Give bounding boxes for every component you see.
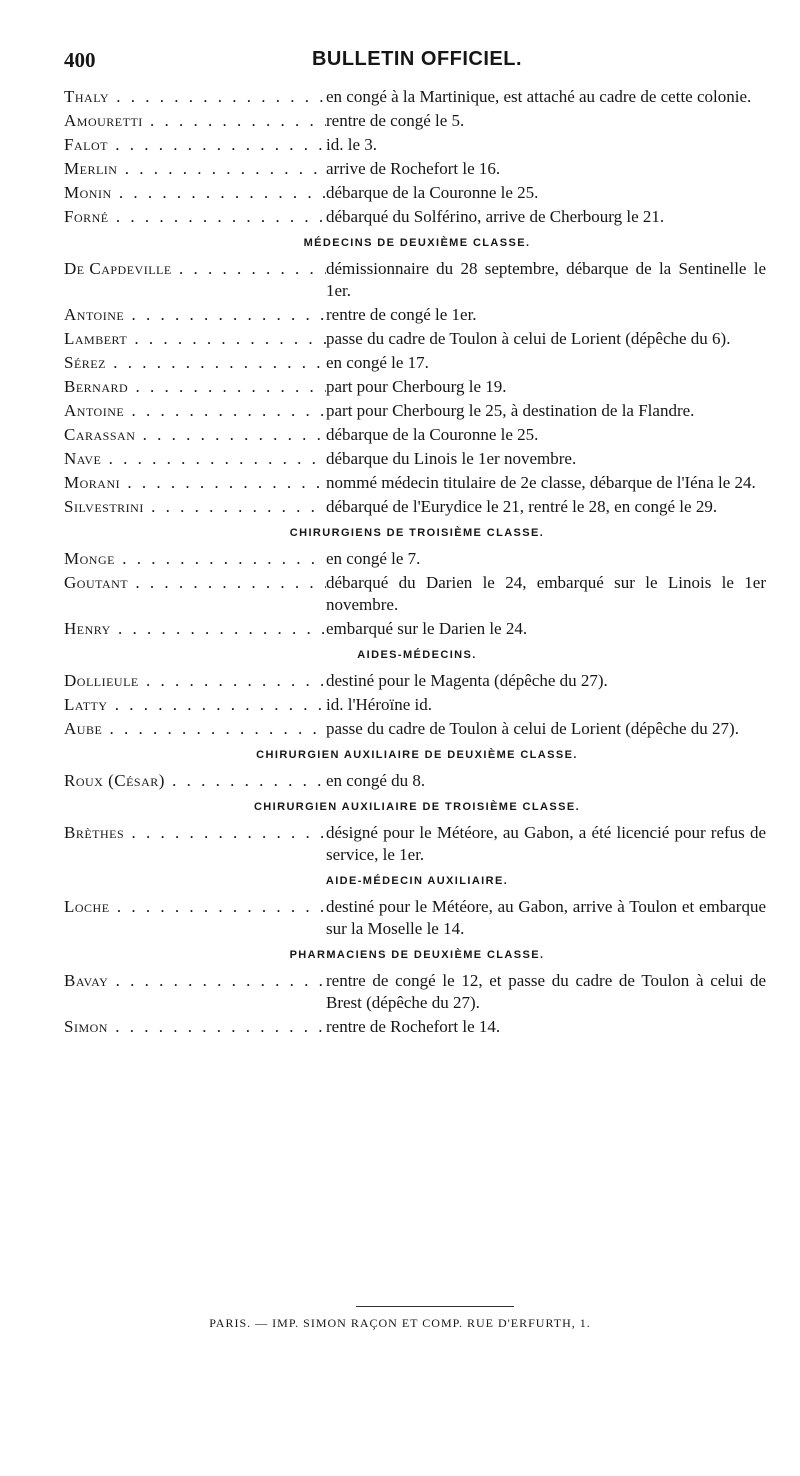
- entry-description: en congé à la Martinique, est attaché au cadre de cette colonie.: [326, 87, 752, 106]
- entry-name: Merlin . . .: [64, 158, 326, 180]
- personnel-entry: [64, 258, 770, 302]
- entry-name: Roux (César) . . .: [64, 770, 326, 792]
- entry-description: passe du cadre de Toulon à celui de Lorient (dépêche du 27).: [326, 719, 739, 738]
- entry-description: part pour Cherbourg le 19.: [326, 377, 507, 396]
- entry-name: Falot . . .: [64, 134, 326, 156]
- personnel-entry: [64, 448, 770, 470]
- entry-name: Dollieule . . .: [64, 670, 326, 692]
- personnel-entry: [64, 158, 770, 180]
- personnel-entry: [64, 670, 770, 692]
- entry-name: Simon . . .: [64, 1016, 326, 1038]
- section-heading: CHIRURGIENS DE TROISIÈME CLASSE.: [289, 527, 545, 539]
- personnel-entry: [64, 548, 770, 570]
- entry-description: débarque du Linois le 1er novembre.: [326, 449, 577, 468]
- section-heading: AIDES-MÉDECINS.: [357, 649, 477, 661]
- section-heading: MÉDECINS DE DEUXIÈME CLASSE.: [303, 237, 531, 249]
- entry-name: Aube . . .: [64, 718, 326, 740]
- personnel-entry: [64, 110, 770, 132]
- entry-name: Antoine . . .: [64, 400, 326, 422]
- entry-description: en congé le 7.: [326, 549, 421, 568]
- entry-description: rentre de Rochefort le 14.: [326, 1017, 501, 1036]
- running-title: BULLETIN OFFICIEL.: [311, 48, 523, 70]
- entry-description: en congé le 17.: [326, 353, 429, 372]
- personnel-entry: [64, 472, 770, 494]
- personnel-entry: [64, 182, 770, 204]
- entry-description: rentre de congé le 1er.: [326, 305, 477, 324]
- entry-description: désigné pour le Météore, au Gabon, a été licencié pour refus de service, le 1er.: [326, 823, 766, 864]
- section-heading: PHARMACIENS DE DEUXIÈME CLASSE.: [289, 949, 545, 961]
- entry-name: Antoine . . .: [64, 304, 326, 326]
- entry-description: nommé médecin titulaire de 2e classe, débarque de l'Iéna le 24.: [326, 473, 756, 492]
- entry-name: Forné . . .: [64, 206, 326, 228]
- entry-name: Latty . . .: [64, 694, 326, 716]
- personnel-entry: [64, 400, 770, 422]
- entry-name: Loche . . .: [64, 896, 326, 940]
- entry-description: arrive de Rochefort le 16.: [326, 159, 501, 178]
- entry-name: Bernard . . .: [64, 376, 326, 398]
- entry-description: en congé du 8.: [326, 771, 426, 790]
- personnel-entry: [64, 970, 770, 1014]
- footer-rule: [356, 1306, 514, 1307]
- printer-imprint: PARIS. — IMP. SIMON RAÇON ET COMP. RUE D'ERFURTH, 1.: [209, 1316, 591, 1330]
- entry-description: débarqué de l'Eurydice le 21, rentré le 28, en congé le 29.: [326, 497, 718, 516]
- entry-name: Brèthes . . .: [64, 822, 326, 866]
- section-heading: CHIRURGIEN AUXILIAIRE DE DEUXIÈME CLASSE.: [256, 749, 578, 761]
- personnel-entry: [64, 770, 770, 792]
- personnel-entry: [64, 86, 770, 108]
- entry-name: Carassan . . .: [64, 424, 326, 446]
- entry-description: démissionnaire du 28 septembre, débarque de la Sentinelle le 1er.: [326, 259, 766, 300]
- entry-description: débarqué du Solférino, arrive de Cherbourg le 21.: [326, 207, 665, 226]
- entry-name: Lambert . . .: [64, 328, 326, 350]
- personnel-entry: [64, 424, 770, 446]
- personnel-entry: [64, 718, 770, 740]
- personnel-entry: [64, 496, 770, 518]
- entry-description: rentre de congé le 5.: [326, 111, 465, 130]
- entry-description: id. l'Héroïne id.: [326, 695, 432, 714]
- entry-name: Bavay . . .: [64, 970, 326, 1014]
- personnel-entry: [64, 206, 770, 228]
- entry-name: Sérez . . .: [64, 352, 326, 374]
- entry-name: De Capdeville . . .: [64, 258, 326, 302]
- entry-description: débarqué du Darien le 24, embarqué sur le Linois le 1er novembre.: [326, 573, 766, 614]
- entry-name: Morani . . .: [64, 472, 326, 494]
- page-number: 400: [64, 48, 96, 72]
- entry-name: Silvestrini . . .: [64, 496, 326, 518]
- personnel-entry: [64, 694, 770, 716]
- personnel-entry: [64, 376, 770, 398]
- entry-description: rentre de congé le 12, et passe du cadre de Toulon à celui de Brest (dépêche du 27).: [326, 971, 766, 1012]
- personnel-entry: [64, 618, 770, 640]
- entry-description: destiné pour le Magenta (dépêche du 27).: [326, 671, 608, 690]
- entry-description: embarqué sur le Darien le 24.: [326, 619, 528, 638]
- personnel-entry: [64, 304, 770, 326]
- personnel-entry: [64, 134, 770, 156]
- personnel-entry: [64, 328, 770, 350]
- entry-description: part pour Cherbourg le 25, à destination de la Flandre.: [326, 401, 695, 420]
- entry-description: passe du cadre de Toulon à celui de Lorient (dépêche du 6).: [326, 329, 731, 348]
- personnel-entry: [64, 822, 770, 866]
- entry-name: Henry . . .: [64, 618, 326, 640]
- entry-name: Monge . . .: [64, 548, 326, 570]
- section-heading: CHIRURGIEN AUXILIAIRE DE TROISIÈME CLASSE.: [253, 801, 581, 813]
- section-heading: AIDE-MÉDECIN AUXILIAIRE.: [325, 875, 509, 887]
- document-body: [64, 86, 770, 1040]
- personnel-entry: [64, 572, 770, 616]
- entry-description: débarque de la Couronne le 25.: [326, 425, 539, 444]
- entry-name: Nave . . .: [64, 448, 326, 470]
- personnel-entry: [64, 352, 770, 374]
- entry-name: Monin . . .: [64, 182, 326, 204]
- entry-name: Amouretti . . .: [64, 110, 326, 132]
- entry-description: destiné pour le Météore, au Gabon, arrive à Toulon et embarque sur la Moselle le 14.: [326, 897, 766, 938]
- personnel-entry: [64, 1016, 770, 1038]
- entry-name: Thaly . . .: [64, 86, 326, 108]
- personnel-entry: [64, 896, 770, 940]
- entry-name: Goutant . . .: [64, 572, 326, 616]
- entry-description: débarque de la Couronne le 25.: [326, 183, 539, 202]
- entry-description: id. le 3.: [326, 135, 377, 154]
- page-header: [64, 48, 770, 78]
